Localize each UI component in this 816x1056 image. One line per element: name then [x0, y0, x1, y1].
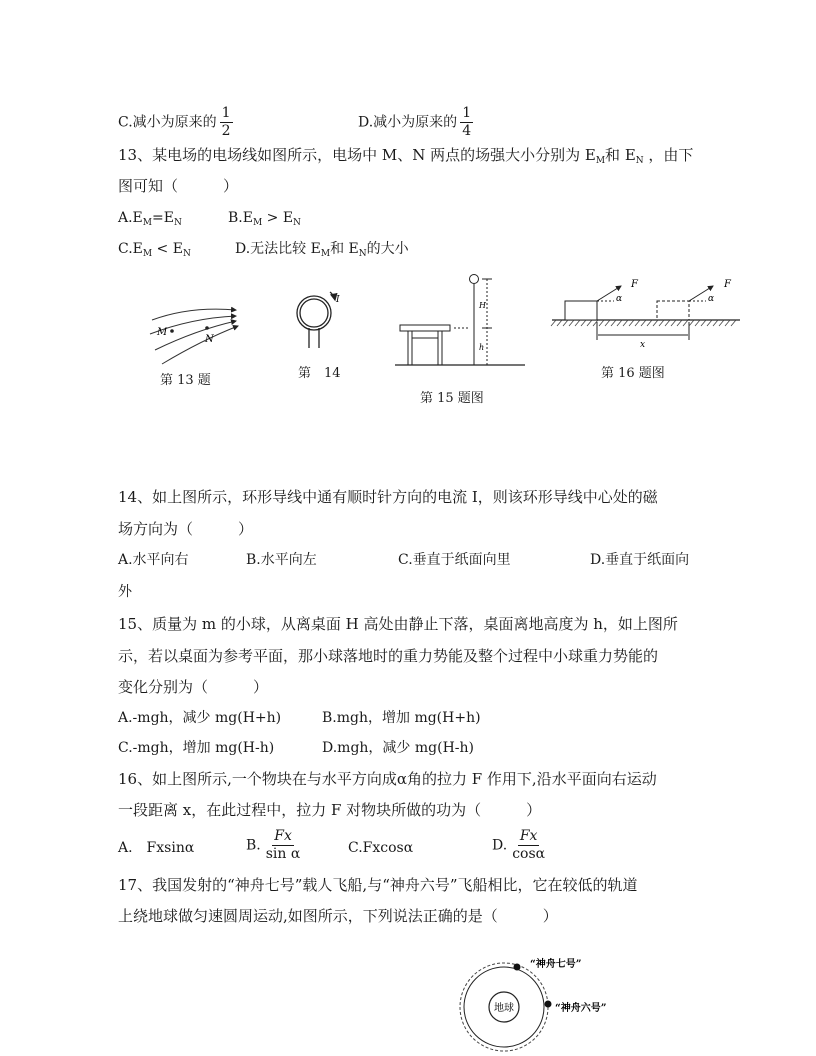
- fig15-table-ball: [395, 275, 525, 366]
- q14-stem-line2: 场方向为（ ）: [118, 520, 254, 538]
- fraction-denominator: 2: [221, 123, 231, 139]
- q15-stem-line1: 15、质量为 m 的小球，从离桌面 H 高处由静止下落，桌面离地高度为 h，如上图所: [118, 615, 678, 633]
- q14-option-a: A.水平向右: [118, 552, 189, 568]
- fig16-label-f-2: F: [724, 279, 731, 290]
- q13-option-d: D.无法比较 $E_M$和 $E_N$的大小: [235, 241, 409, 259]
- q13-stem-line1: 13、某电场的电场线如图所示，电场中 M、N 两点的场强大小分别为 $E_M$和 $E_N$ ，由下: [118, 146, 694, 166]
- shenzhou-7-label: “神舟七号”: [530, 959, 582, 970]
- q17-stem-line2: 上绕地球做匀速圆周运动,如图所示，下列说法正确的是（ ）: [118, 907, 558, 925]
- q13-stem-line2: 图可知（ ）: [118, 177, 239, 195]
- q12-option-c: [118, 105, 233, 140]
- q14-stem-line1: 14、如上图所示，环形导线中通有顺时针方向的电流 I，则该环形导线中心处的磁: [118, 488, 658, 506]
- q12-option-c-text: C.减小为原来的: [118, 114, 217, 131]
- q14-option-d: D.垂直于纸面向: [590, 552, 690, 568]
- q15-option-d: D.mgh，减少 mg(H-h): [322, 740, 474, 756]
- earth-label: 地球: [494, 1003, 514, 1014]
- fraction-numerator: 1: [221, 105, 231, 121]
- fig16-ground-hatch: [551, 320, 736, 326]
- shenzhou-6-label: “神舟六号”: [555, 1003, 607, 1014]
- fig14-label-i: I: [336, 295, 340, 305]
- q12-option-d: [358, 105, 473, 140]
- figures-row: [0, 268, 816, 408]
- fig16-label-alpha-1: α: [616, 294, 623, 304]
- q16-option-c: C.Fxcosα: [348, 840, 414, 856]
- fig16-label-f-1: F: [631, 279, 638, 290]
- q17-orbit-figure: [440, 945, 640, 1056]
- q12-option-c-fraction: [220, 105, 233, 140]
- fig13-point-n: [205, 326, 209, 330]
- q15-stem-line3: 变化分别为（ ）: [118, 678, 269, 696]
- q13-option-a: $A.E_M=E_N$: [118, 210, 182, 228]
- fig13-point-m: [170, 329, 174, 333]
- fig16-label-alpha-2: α: [708, 294, 715, 304]
- shenzhou-7-dot: [514, 964, 521, 971]
- q14-option-b: B.水平向左: [246, 552, 317, 568]
- q16-option-b: B. $\frac{Fx}{\text{sin α}}$: [246, 828, 301, 862]
- fig15-label-h-lower: h: [479, 343, 485, 352]
- q15-option-b: B.mgh，增加 mg(H+h): [322, 710, 481, 726]
- q14-option-c: C.垂直于纸面向里: [398, 552, 511, 568]
- fig14-caption: 第 14: [298, 366, 341, 381]
- fig15-caption: 第 15 题图: [420, 391, 484, 406]
- q16-option-a: A. Fxsinα: [118, 840, 195, 856]
- fig16-caption: 第 16 题图: [601, 366, 665, 381]
- q16-stem-line1: 16、如上图所示,一个物块在与水平方向成α角的拉力 F 作用下,沿水平面向右运动: [118, 770, 657, 788]
- q17-stem-line1: 17、我国发射的“神舟七号”载人飞船,与“神舟六号”飞船相比，它在较低的轨道: [118, 876, 638, 894]
- q13-option-c: $C.E_M < E_N$: [118, 241, 191, 259]
- fraction-numerator: 1: [462, 105, 472, 121]
- q13-option-b: $B.E_M > E_N$: [228, 210, 301, 228]
- q15-option-a: A.-mgh，减少 mg(H+h): [118, 710, 282, 726]
- q16-stem-line2: 一段距离 x，在此过程中，拉力 F 对物块所做的功为（ ）: [118, 801, 542, 819]
- q16-option-d: D. $\frac{Fx}{\cos\alpha}$: [492, 828, 546, 862]
- q14-option-d-continuation: 外: [118, 584, 132, 600]
- q15-option-c: C.-mgh，增加 mg(H-h): [118, 740, 275, 756]
- shenzhou-6-dot: [545, 1001, 552, 1008]
- fig16-label-x: x: [640, 340, 646, 350]
- fraction-denominator: 4: [462, 123, 472, 139]
- q15-stem-line2: 示，若以桌面为参考平面，那小球落地时的重力势能及整个过程中小球重力势能的: [118, 647, 659, 665]
- fig14-ring-wire: [297, 292, 335, 348]
- fig13-label-n: N: [205, 334, 214, 345]
- fig13-caption: 第 13 题: [160, 373, 211, 388]
- q12-option-d-fraction: [460, 105, 473, 140]
- fig13-label-m: M: [157, 327, 168, 338]
- fig15-label-h-upper: H: [479, 301, 486, 310]
- q12-option-d-text: D.减小为原来的: [358, 114, 458, 131]
